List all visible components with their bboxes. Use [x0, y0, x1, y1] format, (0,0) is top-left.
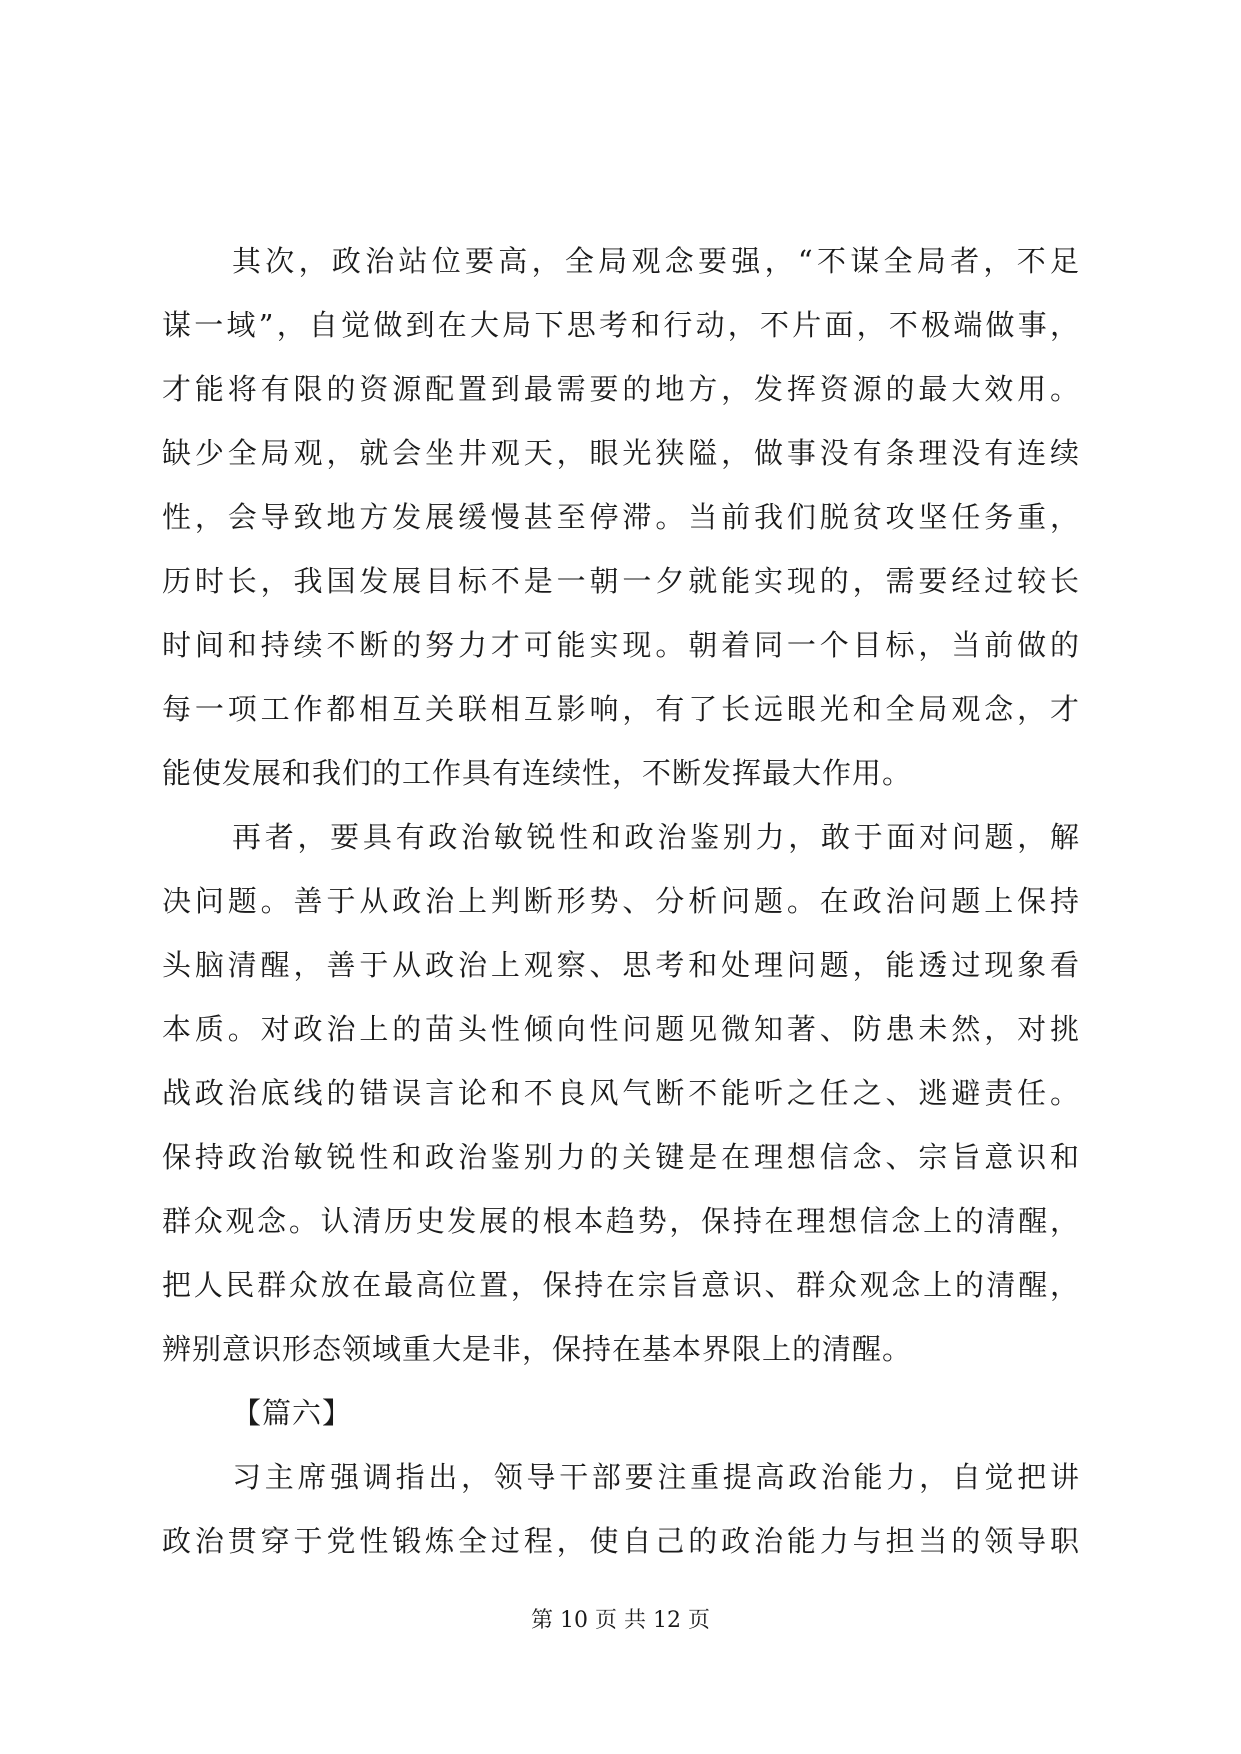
document-body — [162, 229, 1080, 1573]
paragraph-line: 群众观念。认清历史发展的根本趋势，保持在理想信念上的清醒， — [162, 1204, 1080, 1238]
paragraph-line: 历时长，我国发展目标不是一朝一夕就能实现的，需要经过较长 — [162, 564, 1080, 598]
section-heading: 【篇六】 — [232, 1396, 353, 1430]
paragraph-line: 其次，政治站位要高，全局观念要强，“不谋全局者，不足 — [232, 244, 1080, 278]
paragraph-line: 决问题。善于从政治上判断形势、分析问题。在政治问题上保持 — [162, 884, 1080, 918]
paragraph-line: 才能将有限的资源配置到最需要的地方，发挥资源的最大效用。 — [162, 372, 1080, 406]
paragraph-line: 能使发展和我们的工作具有连续性，不断发挥最大作用。 — [162, 756, 913, 790]
paragraph-line: 缺少全局观，就会坐井观天，眼光狭隘，做事没有条理没有连续 — [162, 436, 1080, 470]
paragraph-line: 辨别意识形态领域重大是非，保持在基本界限上的清醒。 — [162, 1332, 913, 1366]
page-number-footer: 第 10 页 共 12 页 — [531, 1608, 710, 1633]
paragraph-political-ability — [162, 1445, 1080, 1573]
paragraph-line: 头脑清醒，善于从政治上观察、思考和处理问题，能透过现象看 — [162, 948, 1080, 982]
paragraph-political-sensitivity — [162, 805, 1080, 1381]
paragraph-line: 性，会导致地方发展缓慢甚至停滞。当前我们脱贫攻坚任务重， — [162, 500, 1080, 534]
paragraph-line: 本质。对政治上的苗头性倾向性问题见微知著、防患未然，对挑 — [162, 1012, 1080, 1046]
paragraph-global-view — [162, 229, 1080, 805]
paragraph-line: 每一项工作都相互关联相互影响，有了长远眼光和全局观念，才 — [162, 692, 1080, 726]
paragraph-line: 把人民群众放在最高位置，保持在宗旨意识、群众观念上的清醒， — [162, 1268, 1080, 1302]
paragraph-line: 战政治底线的错误言论和不良风气断不能听之任之、逃避责任。 — [162, 1076, 1080, 1110]
paragraph-line: 谋一域”，自觉做到在大局下思考和行动，不片面，不极端做事， — [162, 308, 1080, 342]
paragraph-line: 再者，要具有政治敏锐性和政治鉴别力，敢于面对问题，解 — [232, 820, 1080, 854]
paragraph-line: 政治贯穿于党性锻炼全过程，使自己的政治能力与担当的领导职 — [162, 1524, 1080, 1558]
paragraph-line: 习主席强调指出，领导干部要注重提高政治能力，自觉把讲 — [232, 1460, 1080, 1494]
paragraph-line: 保持政治敏锐性和政治鉴别力的关键是在理想信念、宗旨意识和 — [162, 1140, 1080, 1174]
paragraph-line: 时间和持续不断的努力才可能实现。朝着同一个目标，当前做的 — [162, 628, 1080, 662]
